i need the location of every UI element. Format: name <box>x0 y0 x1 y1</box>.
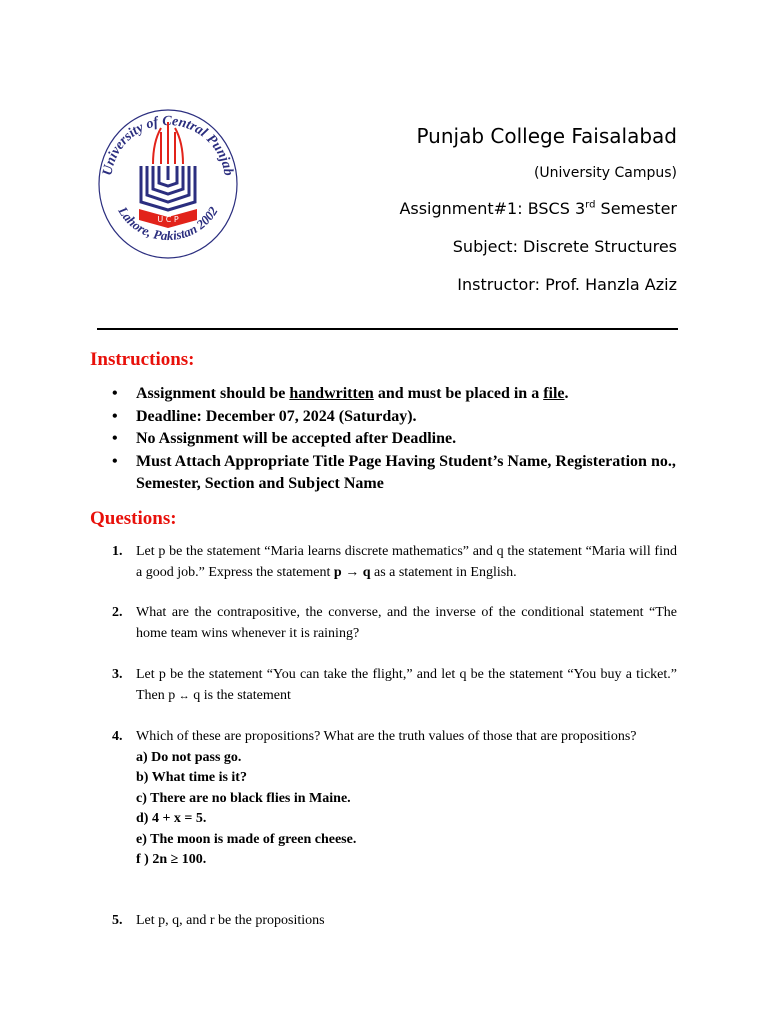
instruction-text: . <box>564 385 569 402</box>
question-expression: p → q <box>333 564 371 580</box>
instruction-emphasis: file <box>543 385 565 402</box>
question-text: Let p be the statement “Maria learns discrete mathematics” and q the statement “Maria will find a good job.” Express the statement <box>136 544 677 580</box>
option-item: d) 4 + x = 5. <box>136 811 207 826</box>
question-5 <box>112 911 677 932</box>
option-item: f ) 2n ≥ 100. <box>136 852 207 867</box>
questions-heading: Questions: <box>90 508 177 529</box>
instructor-line: Instructor: Prof. Hanzla Aziz <box>457 275 677 294</box>
question-3 <box>112 665 677 706</box>
question-text: Let p be the statement “You can take the flight,” and let q be the statement “You buy a ticket.” Then p <box>136 667 677 703</box>
instruction-item <box>112 406 692 429</box>
instruction-emphasis: handwritten <box>289 385 374 402</box>
assignment-prefix: Assignment#1: BSCS 3 <box>399 199 586 218</box>
question-number: 1. <box>112 544 123 559</box>
question-2 <box>112 603 677 644</box>
instruction-text: Assignment should be <box>136 385 290 402</box>
question-number: 2. <box>112 605 123 620</box>
assignment-title <box>399 199 677 218</box>
question-1 <box>112 542 677 583</box>
question-number: 3. <box>112 667 123 682</box>
option-item: c) There are no black flies in Maine. <box>136 790 351 806</box>
question-text: Let p, q, and r be the propositions <box>136 913 325 928</box>
university-logo <box>93 92 243 262</box>
bullet-icon: • <box>112 385 118 402</box>
instructions-heading: Instructions: <box>90 349 195 370</box>
question-text: What are the contrapositive, the converse, and the inverse of the conditional statement “The home team wins whenever it is raining? <box>136 605 677 641</box>
assignment-suffix: Semester <box>595 199 677 218</box>
question-number: 4. <box>112 729 123 744</box>
logo-arc-top: University of Central Punjab <box>100 113 236 177</box>
campus-label: (University Campus) <box>533 165 677 181</box>
book-icon <box>141 166 195 210</box>
instruction-item <box>112 383 692 406</box>
question-text: Which of these are propositions? What are the truth values of those that are propositions? <box>136 729 637 744</box>
bullet-icon: • <box>112 430 118 447</box>
logo-arc-bottom: Lahore, Pakistan 2002 <box>115 203 221 244</box>
instructions-list <box>112 383 692 496</box>
instruction-text: and must be placed in a <box>373 385 544 402</box>
bullet-icon: • <box>112 407 118 425</box>
header-divider <box>97 328 678 330</box>
logo-emblem-text: U C P <box>157 215 179 224</box>
question-text: q is the statement <box>189 687 291 703</box>
bullet-icon: • <box>112 452 118 470</box>
option-item: a) Do not pass go. <box>136 749 242 765</box>
option-item: b) What time is it? <box>136 770 247 785</box>
college-name: Punjab College Faisalabad <box>416 124 677 148</box>
instruction-item <box>112 451 692 496</box>
instruction-item <box>112 428 692 451</box>
subject-line: Subject: Discrete Structures <box>452 237 677 256</box>
instruction-text: Must Attach Appropriate Title Page Having Student’s Name, Registeration no., Semester, Section and Subject Name <box>136 452 676 492</box>
question-number: 5. <box>112 913 123 928</box>
option-item: e) The moon is made of green cheese. <box>136 831 357 847</box>
question-4 <box>112 727 677 871</box>
instruction-text: No Assignment will be accepted after Deadline. <box>136 430 457 447</box>
assignment-sup: rd <box>585 199 596 211</box>
question-text: as a statement in English. <box>370 564 517 580</box>
biconditional-icon: ↔ <box>178 689 190 702</box>
instruction-text: Deadline: December 07, 2024 (Saturday). <box>136 407 417 425</box>
